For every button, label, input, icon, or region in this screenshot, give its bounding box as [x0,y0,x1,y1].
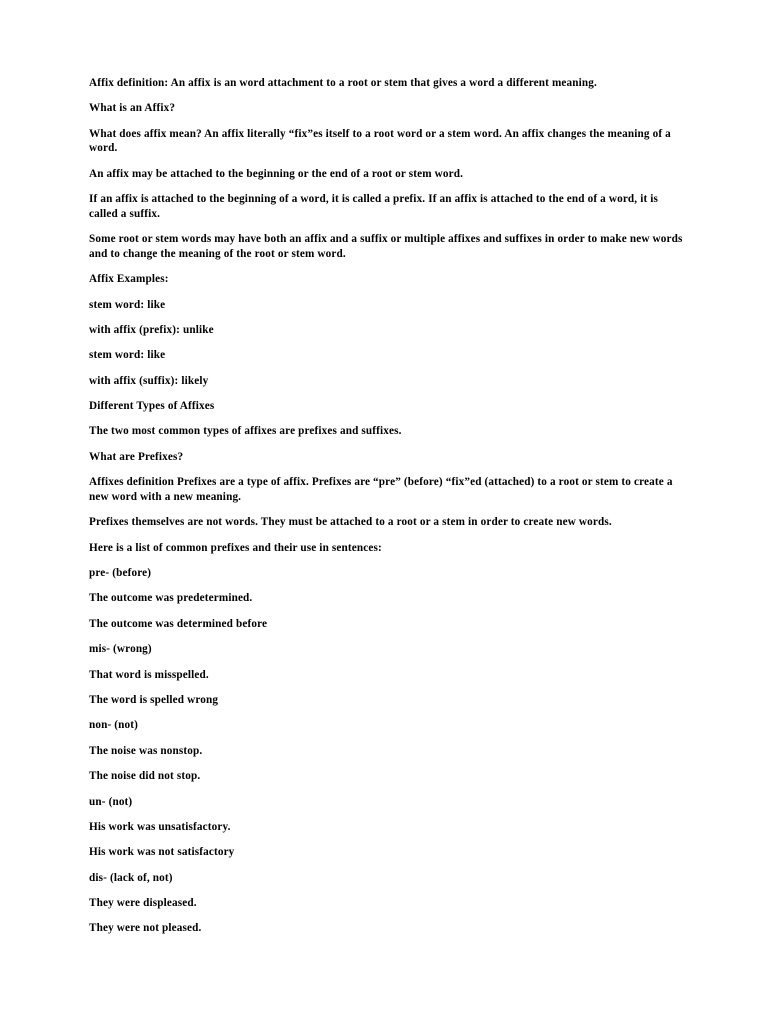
paragraph: mis- (wrong) [89,643,152,656]
paragraph: His work was not satisfactory [89,846,235,859]
paragraph: What is an Affix? [89,102,176,115]
paragraph: The two most common types of affixes are prefixes and suffixes. [89,425,402,438]
paragraph: Here is a list of common prefixes and their use in sentences: [89,541,382,554]
paragraph: with affix (prefix): unlike [89,323,214,336]
paragraph: What does affix mean? An affix literally “fix”es itself to a root word or a stem word. An affix changes the meaning of a word. [89,127,671,155]
paragraph: dis- (lack of, not) [89,871,173,884]
paragraph: Some root or stem words may have both an affix and a suffix or multiple affixes and suffixes in order to make new words and to change the meaning of the root or stem word. [89,233,683,260]
paragraph: The noise was nonstop. [89,744,203,757]
paragraph: pre- (before) [89,567,152,580]
paragraph: If an affix is attached to the beginning of a word, it is called a prefix. If an affix is attached to the end of a word, it is called a suffix. [89,193,659,220]
paragraph: stem word: like [89,349,166,362]
paragraph: Affix Examples: [89,273,169,286]
paragraph: What are Prefixes? [89,450,184,463]
paragraph: with affix (suffix): likely [89,374,209,387]
paragraph: The outcome was determined before [89,617,268,630]
paragraph: Affix definition: An affix is an word attachment to a root or stem that gives a word a different meaning. [89,77,597,89]
paragraph: un- (not) [89,795,133,808]
paragraph: The outcome was predetermined. [89,592,253,605]
paragraph: stem word: like [89,298,166,311]
paragraph: non- (not) [89,719,139,732]
paragraph: They were displeased. [89,897,197,910]
paragraph: The word is spelled wrong [89,693,219,706]
paragraph: That word is misspelled. [89,668,209,681]
paragraph: An affix may be attached to the beginning or the end of a root or stem word. [89,167,464,180]
paragraph: The noise did not stop. [89,770,201,783]
paragraph: His work was unsatisfactory. [89,820,231,833]
paragraph: Different Types of Affixes [89,400,215,413]
paragraph: Prefixes themselves are not words. They must be attached to a root or a stem in order to create new words. [89,516,612,529]
paragraph: They were not pleased. [89,922,202,935]
paragraph: Affixes definition Prefixes are a type of affix. Prefixes are “pre” (before) “fix”ed (attached) to a root or stem to create a new word with a new meaning. [89,476,673,503]
document-body [89,76,689,947]
